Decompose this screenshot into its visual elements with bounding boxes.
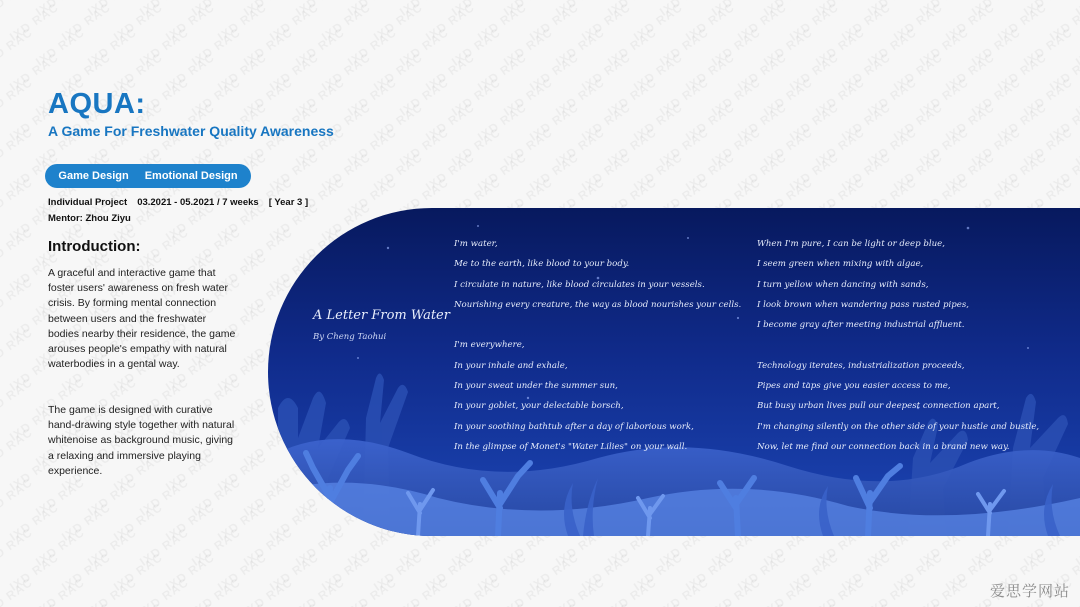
poem-title: A Letter From Water <box>313 308 450 323</box>
watermark-text <box>267 550 321 594</box>
watermark-text <box>449 25 503 69</box>
watermark-text <box>891 600 945 607</box>
watermark-text <box>631 150 685 194</box>
watermark-text <box>163 550 217 594</box>
watermark-text <box>449 0 503 19</box>
watermark-text <box>969 75 1023 119</box>
watermark-text <box>397 125 451 169</box>
watermark-text <box>1047 0 1080 44</box>
watermark-text <box>0 325 35 369</box>
watermark-text <box>423 550 477 594</box>
watermark-text <box>865 0 919 19</box>
watermark-text <box>345 125 399 169</box>
poem-line: Now, let me find our connection back in a brand new way. <box>757 441 1010 452</box>
watermark-text <box>0 275 35 319</box>
watermark-text <box>657 575 711 607</box>
watermark-text <box>163 600 217 607</box>
watermark-text <box>7 500 61 544</box>
watermark-text <box>33 0 87 19</box>
stanza-gap <box>757 335 1039 355</box>
watermark-text <box>137 575 191 607</box>
watermark-text <box>683 0 737 44</box>
poem-line: I become gray after meeting industrial affluent. <box>757 320 965 331</box>
watermark-text <box>371 100 425 144</box>
watermark-text <box>891 0 945 44</box>
intro-paragraph-2: The game is designed with curative hand-drawing style together with natural whitenoise as background music, giving a relaxing and immersive playing experience. <box>48 404 235 477</box>
watermark-text <box>111 0 165 44</box>
watermark-text <box>527 600 581 607</box>
poem-line: Pipes and taps give you easier access to me, <box>757 381 951 392</box>
tag-game-design: Game Design <box>58 170 129 182</box>
watermark-text <box>189 25 243 69</box>
watermark-text <box>475 150 529 194</box>
poem-line: I seem green when mixing with algae, <box>757 259 924 270</box>
watermark-text <box>813 75 867 119</box>
watermark-text <box>397 75 451 119</box>
watermark-text <box>657 75 711 119</box>
poem-line: When I'm pure, I can be light or deep blue, <box>757 239 945 249</box>
watermark-text <box>189 525 243 569</box>
watermark-text <box>241 25 295 69</box>
watermark-text <box>735 550 789 594</box>
watermark-text <box>137 475 191 519</box>
poem-author: By Cheng Taohui <box>313 332 387 342</box>
page-title: AQUA: <box>48 88 146 120</box>
watermark-text <box>527 0 581 44</box>
watermark-text <box>267 0 321 44</box>
watermark-text <box>475 0 529 44</box>
watermark-text <box>995 50 1049 94</box>
watermark-text <box>553 25 607 69</box>
watermark-text <box>215 0 269 44</box>
page-subtitle: A Game For Freshwater Quality Awareness <box>48 123 334 139</box>
watermark-text <box>293 0 347 19</box>
watermark-text <box>865 575 919 607</box>
watermark-text <box>865 25 919 69</box>
watermark-text <box>761 125 815 169</box>
watermark-text <box>423 600 477 607</box>
watermark-text <box>7 550 61 594</box>
watermark-text <box>371 550 425 594</box>
watermark-text <box>527 100 581 144</box>
watermark-text <box>1073 125 1080 169</box>
watermark-text <box>605 125 659 169</box>
watermark-text <box>553 0 607 19</box>
watermark-text <box>735 100 789 144</box>
watermark-text <box>163 50 217 94</box>
watermark-text <box>527 50 581 94</box>
watermark-text <box>943 100 997 144</box>
watermark-text <box>85 475 139 519</box>
watermark-text <box>189 225 243 269</box>
poem-line: I look brown when wandering pass rusted pipes, <box>757 299 970 310</box>
watermark-text <box>943 600 997 607</box>
watermark-text <box>995 150 1049 194</box>
watermark-text <box>163 0 217 44</box>
watermark-text <box>917 75 971 119</box>
watermark-text <box>917 575 971 607</box>
watermark-text <box>215 600 269 607</box>
watermark-text <box>995 100 1049 144</box>
watermark-text <box>111 600 165 607</box>
watermark-text <box>1073 0 1080 19</box>
watermark-text <box>137 525 191 569</box>
watermark-text <box>839 100 893 144</box>
project-dates: 03.2021 - 05.2021 / 7 weeks <box>137 197 259 208</box>
watermark-text <box>345 575 399 607</box>
watermark-text <box>943 150 997 194</box>
poem-line: In the glimpse of Monet's "Water Lilies" on your wall. <box>454 441 688 452</box>
watermark-text <box>397 0 451 19</box>
watermark-text <box>1073 575 1080 607</box>
watermark-text <box>943 50 997 94</box>
poem-column-2 <box>757 234 1039 457</box>
watermark-text <box>0 125 35 169</box>
watermark-text <box>579 600 633 607</box>
watermark-text <box>85 0 139 19</box>
watermark-text <box>761 75 815 119</box>
watermark-text <box>501 25 555 69</box>
watermark-text <box>85 25 139 69</box>
watermark-text <box>1021 0 1075 19</box>
watermark-text <box>527 150 581 194</box>
watermark-text <box>293 575 347 607</box>
watermark-text <box>839 50 893 94</box>
watermark-text <box>0 0 35 19</box>
intro-heading: Introduction: <box>48 238 141 255</box>
watermark-text <box>839 150 893 194</box>
watermark-text <box>761 25 815 69</box>
watermark-text <box>7 600 61 607</box>
watermark-text <box>579 550 633 594</box>
watermark-text <box>475 100 529 144</box>
watermark-text <box>683 600 737 607</box>
watermark-text <box>839 600 893 607</box>
watermark-text <box>111 500 165 544</box>
watermark-text <box>1073 75 1080 119</box>
watermark-text <box>7 0 61 44</box>
poem-line: I'm everywhere, <box>454 340 525 351</box>
watermark-text <box>553 125 607 169</box>
watermark-text <box>215 50 269 94</box>
watermark-text <box>605 25 659 69</box>
watermark-text <box>423 50 477 94</box>
watermark-text <box>709 575 763 607</box>
watermark-text <box>1047 150 1080 194</box>
watermark-text <box>501 575 555 607</box>
watermark-text <box>605 75 659 119</box>
watermark-text <box>241 575 295 607</box>
watermark-text <box>761 0 815 19</box>
watermark-text <box>969 125 1023 169</box>
watermark-text <box>0 175 35 219</box>
watermark-text <box>475 600 529 607</box>
watermark-text <box>215 500 269 544</box>
watermark-text <box>579 150 633 194</box>
poem-line: I'm changing silently on the other side of your hustle and bustle, <box>757 421 1040 432</box>
watermark-text <box>501 0 555 19</box>
watermark-text <box>267 50 321 94</box>
watermark-text <box>1047 600 1080 607</box>
poem-line: But busy urban lives pull our deepest connection apart, <box>757 401 1000 412</box>
watermark-text <box>59 0 113 44</box>
watermark-text <box>579 50 633 94</box>
watermark-text <box>0 75 35 119</box>
watermark-text <box>241 75 295 119</box>
watermark-text <box>735 50 789 94</box>
watermark-text <box>0 575 35 607</box>
watermark-text <box>371 150 425 194</box>
watermark-text <box>969 0 1023 19</box>
watermark-text <box>787 50 841 94</box>
poem-line: Nourishing every creature, the way as blood nourishes your cells. <box>454 299 742 310</box>
watermark-text <box>631 0 685 44</box>
poem-line: In your soothing bathtub after a day of laborious work, <box>454 421 694 432</box>
watermark-text <box>735 600 789 607</box>
watermark-text <box>917 125 971 169</box>
watermark-text <box>319 600 373 607</box>
watermark-text <box>319 550 373 594</box>
watermark-text <box>709 0 763 19</box>
watermark-text <box>449 125 503 169</box>
watermark-text <box>527 550 581 594</box>
project-type: Individual Project <box>48 197 128 208</box>
watermark-text <box>33 475 87 519</box>
watermark-text <box>293 75 347 119</box>
watermark-text <box>371 0 425 44</box>
watermark-text <box>735 150 789 194</box>
project-year: [ Year 3 ] <box>268 197 309 208</box>
watermark-text <box>579 100 633 144</box>
poem-line: I'm water, <box>454 239 498 249</box>
watermark-text <box>33 525 87 569</box>
watermark-text <box>345 0 399 19</box>
watermark-text <box>553 575 607 607</box>
watermark-text <box>813 0 867 19</box>
watermark-text <box>605 575 659 607</box>
watermark-text <box>423 100 477 144</box>
watermark-text <box>787 0 841 44</box>
watermark-text <box>319 0 373 44</box>
watermark-text <box>813 575 867 607</box>
watermark-text <box>787 600 841 607</box>
poem-column-1 <box>454 234 741 457</box>
watermark-text <box>267 600 321 607</box>
watermark-text <box>397 575 451 607</box>
mentor: Mentor: Zhou Ziyu <box>48 213 131 224</box>
watermark-text <box>423 150 477 194</box>
watermark-text <box>683 550 737 594</box>
watermark-text <box>319 150 373 194</box>
watermark-text <box>137 25 191 69</box>
watermark-text <box>189 475 243 519</box>
watermark-text <box>0 425 35 469</box>
watermark-text <box>969 25 1023 69</box>
watermark-text <box>241 0 295 19</box>
watermark-text <box>839 550 893 594</box>
watermark-text <box>163 500 217 544</box>
watermark-text <box>657 0 711 19</box>
watermark-text <box>33 25 87 69</box>
tag-emotional-design: Emotional Design <box>144 170 238 182</box>
poem-line: I circulate in nature, like blood circulates in your vessels. <box>454 279 705 290</box>
watermark-text <box>0 475 35 519</box>
watermark-text <box>787 100 841 144</box>
intro-paragraph-1: A graceful and interactive game that foster users' awareness on fresh water crisis. By forming mental connection between users and the freshwater bodies nearby their residence, the game arouses people's empathy with natural waterbodies in a gental way. <box>48 267 236 371</box>
watermark-text <box>345 75 399 119</box>
poem-banner <box>268 208 1080 536</box>
watermark-text <box>813 125 867 169</box>
watermark-text <box>683 150 737 194</box>
watermark-text <box>345 25 399 69</box>
watermark-text <box>0 25 35 69</box>
watermark-text <box>709 75 763 119</box>
watermark-text <box>709 25 763 69</box>
watermark-text <box>735 0 789 44</box>
watermark-text <box>683 100 737 144</box>
poem-line: In your goblet, your delectable borsch, <box>454 401 624 412</box>
site-brand-mark: 爱思学网站 <box>989 583 1070 600</box>
watermark-text <box>761 575 815 607</box>
watermark-text <box>553 75 607 119</box>
watermark-text <box>631 50 685 94</box>
watermark-text <box>475 50 529 94</box>
watermark-text <box>605 0 659 19</box>
watermark-text <box>787 550 841 594</box>
watermark-text <box>995 0 1049 44</box>
poem-line: Me to the earth, like blood to your body. <box>454 259 630 270</box>
watermark-text <box>631 100 685 144</box>
watermark-text <box>397 25 451 69</box>
watermark-text <box>917 0 971 19</box>
watermark-text <box>59 550 113 594</box>
watermark-text <box>189 0 243 19</box>
watermark-text <box>891 50 945 94</box>
poem-line: I turn yellow when dancing with sands, <box>757 279 929 290</box>
watermark-text <box>371 50 425 94</box>
watermark-text <box>111 550 165 594</box>
watermark-text <box>137 225 191 269</box>
watermark-text <box>891 150 945 194</box>
watermark-text <box>917 25 971 69</box>
watermark-text <box>865 75 919 119</box>
watermark-text <box>501 125 555 169</box>
watermark-text <box>839 0 893 44</box>
watermark-text <box>85 575 139 607</box>
watermark-text <box>891 550 945 594</box>
watermark-text <box>59 500 113 544</box>
poem-line: Technology iterates, industrialization proceeds, <box>757 360 965 371</box>
watermark-text <box>1021 25 1075 69</box>
watermark-text <box>0 375 35 419</box>
watermark-text <box>579 0 633 44</box>
watermark-text <box>371 600 425 607</box>
poem-line: In your sweat under the summer sun, <box>454 381 618 392</box>
watermark-text <box>449 75 503 119</box>
watermark-text <box>0 525 35 569</box>
project-meta <box>48 197 308 208</box>
tag-pill <box>45 164 251 188</box>
watermark-text <box>293 25 347 69</box>
stanza-gap <box>454 315 741 335</box>
watermark-text <box>657 125 711 169</box>
watermark-text <box>631 600 685 607</box>
watermark-text <box>33 575 87 607</box>
watermark-text <box>0 225 35 269</box>
watermark-text <box>865 125 919 169</box>
watermark-text <box>449 575 503 607</box>
watermark-text <box>59 600 113 607</box>
watermark-text <box>85 525 139 569</box>
watermark-text <box>683 50 737 94</box>
watermark-text <box>189 75 243 119</box>
watermark-text <box>475 550 529 594</box>
watermark-text <box>657 25 711 69</box>
watermark-text <box>423 0 477 44</box>
watermark-text <box>813 25 867 69</box>
watermark-text <box>709 125 763 169</box>
watermark-text <box>1021 75 1075 119</box>
watermark-text <box>1047 50 1080 94</box>
watermark-text <box>943 0 997 44</box>
poem-line: In your inhale and exhale, <box>454 360 568 371</box>
watermark-text <box>631 550 685 594</box>
watermark-text <box>787 150 841 194</box>
watermark-text <box>501 75 555 119</box>
watermark-text <box>891 100 945 144</box>
watermark-text <box>137 0 191 19</box>
watermark-text <box>995 600 1049 607</box>
watermark-text <box>1047 100 1080 144</box>
watermark-text <box>215 550 269 594</box>
watermark-text <box>267 150 321 194</box>
watermark-text <box>189 575 243 607</box>
watermark-text <box>1021 125 1075 169</box>
watermark-text <box>319 50 373 94</box>
watermark-text <box>1073 25 1080 69</box>
